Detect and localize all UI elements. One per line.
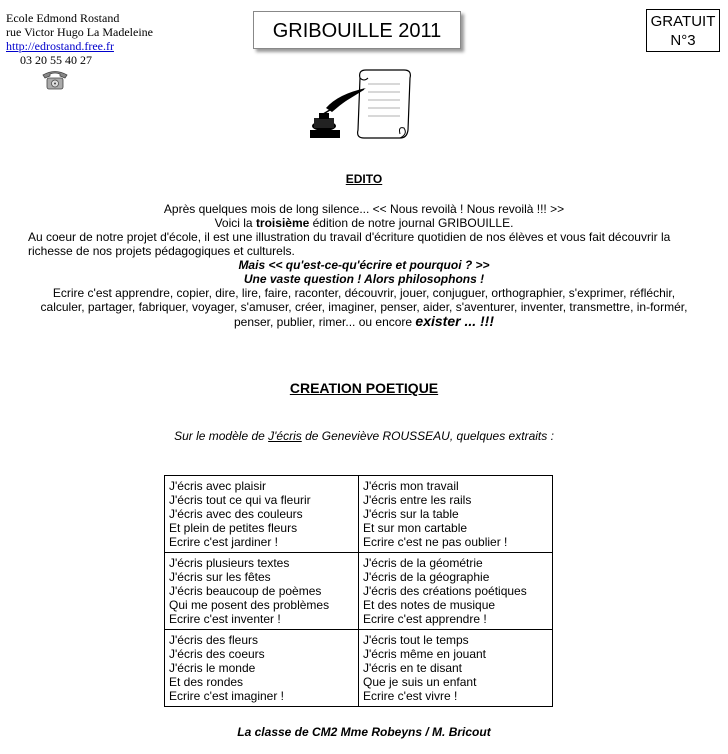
poem-line: Ecrire c'est jardiner ! [169,535,278,549]
poem-source-title: J'écris [268,429,302,443]
poem-line: Ecrire c'est apprendre ! [363,612,487,626]
poem-line: J'écris sur les fêtes [169,570,271,584]
edito-body [0,202,728,329]
poem-cell [359,553,553,630]
poem-line: Ecrire c'est ne pas oublier ! [363,535,508,549]
poem-line: J'écris de la géographie [363,570,490,584]
table-row [165,630,553,707]
poem-line: J'écris sur la table [363,507,459,521]
edito-question2: Une vaste question ! Alors philosophons ! [243,272,485,286]
poem-cell [165,630,359,707]
poem-line: Et des notes de musique [363,598,496,612]
poem-line: J'écris des fleurs [169,633,258,647]
poem-line: J'écris en te disant [363,661,463,675]
price-issue-box [646,9,720,52]
poem-line: J'écris beaucoup de poèmes [169,584,322,598]
exister-word: exister ... !!! [415,313,495,329]
poem-line: Et sur mon cartable [363,521,468,535]
table-row [165,553,553,630]
school-header [6,11,153,67]
poem-line: J'écris tout ce qui va fleurir [169,493,311,507]
poem-line: Ecrire c'est vivre ! [363,689,458,703]
price-label: GRATUIT [650,13,716,30]
poem-intro: Sur le modèle de J'écris de Geneviève ROUSSEAU, quelques extraits : [174,429,554,443]
edito-verbs: Ecrire c'est apprendre, copier, dire, lire, faire, raconter, découvrir, jouer, conjuguer, orthographier, s'exprimer, réfléchir, calculer, partager, fabriquer, voyager, s'amuser, créer, imaginer, penser, aider, s'aventurer, inventer, transmettre, in-formér, penser, publier, rimer... ou encore exister ... !!! [40,286,688,329]
poem-line: J'écris avec plaisir [169,479,266,493]
telephone-icon [40,67,70,91]
school-address: rue Victor Hugo La Madeleine [6,25,154,39]
school-website-link[interactable]: http://edrostand.free.fr [6,39,114,53]
poem-line: J'écris le monde [169,661,256,675]
poem-line: Que je suis un enfant [363,675,477,689]
table-row [165,476,553,553]
poem-line: J'écris entre les rails [363,493,472,507]
creation-poetique-heading: CREATION POETIQUE [289,380,439,396]
edito-line1: Après quelques mois de long silence... << Nous revoilà ! Nous revoilà !!! >> [163,202,565,216]
poem-line: J'écris des coeurs [169,647,265,661]
poem-line: J'écris mon travail [363,479,459,493]
class-signature: La classe de CM2 Mme Robeyns / M. Bricout [237,725,491,739]
poem-line: Ecrire c'est imaginer ! [169,689,284,703]
issue-number: N°3 [670,32,696,49]
poem-line: J'écris des créations poétiques [363,584,527,598]
poem-cell [359,630,553,707]
poem-cell [165,476,359,553]
edito-paragraph: Au coeur de notre projet d'école, il est une illustration du travail d'écriture quotidien de nos élèves et vous fait découvrir la richesse de nos projets pédagogiques et culturels. [28,230,671,258]
poem-cell [359,476,553,553]
school-phone: 03 20 55 40 27 [20,53,92,67]
edito-heading: EDITO [345,172,383,186]
poem-cell [165,553,359,630]
poem-line: J'écris plusieurs textes [169,556,290,570]
poem-line: J'écris de la géométrie [363,556,483,570]
edito-question1: Mais << qu'est-ce-qu'écrire et pourquoi ? >> [238,258,490,272]
poem-line: Qui me posent des problèmes [169,598,330,612]
quill-scroll-illustration [308,64,418,144]
newspaper-title: GRIBOUILLE 2011 [253,11,461,49]
poem-line: J'écris tout le temps [363,633,469,647]
poem-line: Et plein de petites fleurs [169,521,298,535]
poem-line: Et des rondes [169,675,244,689]
poem-line: J'écris avec des couleurs [169,507,303,521]
school-name: Ecole Edmond Rostand [6,11,120,25]
poem-line: J'écris même en jouant [363,647,487,661]
poem-line: Ecrire c'est inventer ! [169,612,281,626]
poems-table [164,475,553,707]
edito-line2: Voici la troisième édition de notre journal GRIBOUILLE. [214,216,514,230]
